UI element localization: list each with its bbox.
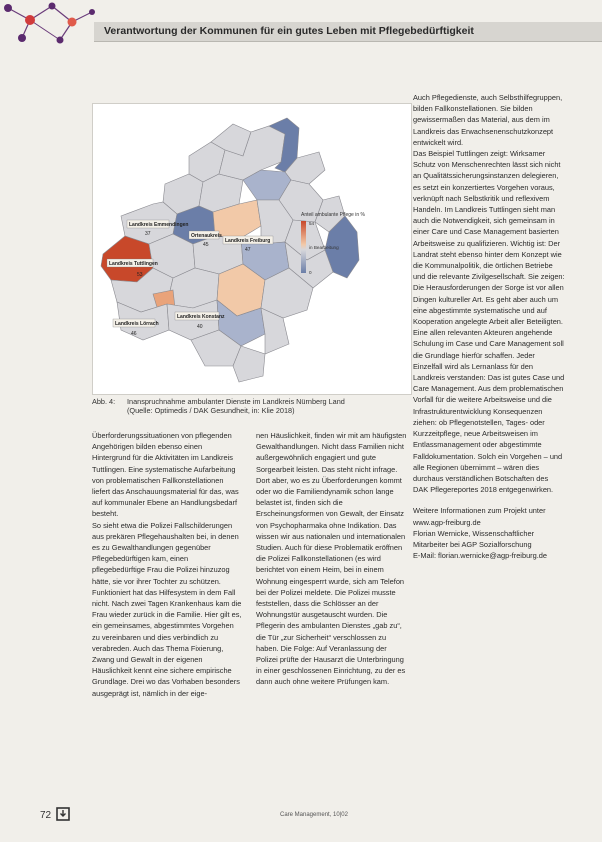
- map-label: Landkreis Emmendingen: [129, 222, 189, 228]
- map-value: 53: [137, 272, 143, 278]
- page-number: 72: [40, 810, 52, 821]
- map-label: Landkreis Lörrach: [115, 321, 159, 327]
- paragraph: Das Beispiel Tuttlingen zeigt: Wirksamer Schutz von Menschenrechten lässt sich nicht an Qualitätssicherungsinstanzen delegieren, es setzt ein konzertiertes Vorgehen voraus, verknüpft nach Selbstkritik und reflexivem Handeln. Im Landkreis Tuttlingen sieht man auch die Notwendigkeit, sich gemeinsam in einer Care und Case Management basierten Arbeitsweise zu qualifizieren. Wichtig ist: Der Landrat steht ebenso hinter dem Konzept wie die Kommunalpolitik, die örtlichen Betriebe und die relevante Zivilgesellschaft. Sie zeigen: Die Herausforderungen der Sorge ist vor allen Dingen kultureller Art. Es geht aber auch um eine abgestimmte systematische und auf Kooperation angelegte Arbeit aller Beteiligten. Eine allen relevanten Akteuren angehende Schulung im Case und Care Management soll die Grundlage hierfür schaffen. Jeder Einzelfall wird als Lernanlass für den Landkreis verstanden: Das ist gutes Case und Care Management. Aus dem problematischen Vorfall für die weitere Arbeitsweise und die Infrastrukturentwicklung Konsequenzen ziehen: ob Pflegenotstellen, Tages- oder Kurzzeitpflege, neue Arbeitsweisen im Entlassmanagement oder abgestimmte Falldokumentation. Solch ein Vorgehen – und alle Regionen übernimmt – wären dies durchaus verständlichen Botschaften des DAK Pflegereportes 2018 entgegenwirken.: [413, 149, 565, 495]
- network-logo-icon: [0, 0, 100, 46]
- text-column-3: [413, 92, 565, 561]
- map-label: Landkreis Konstanz: [177, 314, 225, 320]
- legend-title: Anteil ambulante Pflege in %: [301, 212, 365, 218]
- text-column-2: [256, 430, 408, 688]
- legend-color-bar: [301, 221, 306, 273]
- caption-source: (Quelle: Optimedis / DAK Gesundheit, in: Klie 2018): [127, 406, 295, 416]
- caption-number: Abb. 4:: [92, 397, 116, 406]
- map-label: Ortenaukreis: [191, 233, 222, 239]
- district-map: [93, 104, 411, 394]
- map-value: 45: [203, 242, 209, 248]
- legend-mid: in Bearbeitung: [309, 245, 339, 250]
- map-label: Landkreis Freiburg: [225, 238, 271, 244]
- text-column-1: [92, 430, 242, 699]
- paragraph: So sieht etwa die Polizei Fallschilderungen aus prekären Pflegehaushalten bei, in denen es zu Gewalthandlungen gegenüber Pflegebedürftigen kam, einen pflegebedürftige Frau die Polizei hinzuzog hätte, sie vor ihrer Tochter zu schützen. Funktioniert hat das Hilfesystem in dem Fall nicht. Nach zwei Tagen Krankenhaus kam die Frau wieder zurück in die Familie. Hier gilt es, ein gemeinsames, abgestimmtes Vorgehen zu vereinbaren und dies verbindlich zu verabreden. Auch das Thema Fixierung, Zwang und Gewalt in der eigenen Häuslichkeit kennt eine sichere empirische Grundlage. Drei wo das Vorhaben besonders ausgeprägt ist, nämlich in der eige-: [92, 520, 242, 698]
- map-value: 37: [145, 231, 151, 237]
- map-label: Landkreis Tuttlingen: [109, 261, 158, 267]
- header-title: Verantwortung der Kommunen für ein gutes Leben mit Pflegebedürftigkeit: [104, 25, 474, 37]
- author-info: Florian Wernicke, Wissenschaftlicher Mitarbeiter bei AGP Sozialforschung: [413, 528, 535, 549]
- legend-high: 54: [309, 221, 315, 226]
- paragraph: Überforderungssituationen von pflegenden Angehörigen bilden ebenso einen Hintergrund für die Aktivitäten im Landkreis Tuttlingen. Eine systematische Aufarbeitung von problematischen Fallkonstellationen liefert das Anschauungsmaterial für das, was auf kommunaler Ebene an Handlungsbedarf besteht.: [92, 431, 239, 519]
- caption-text: Inanspruchnahme ambulanter Dienste im Landkreis Nürnberg Land: [127, 397, 345, 406]
- paragraph: nen Häuslichkeit, finden wir mit am häufigsten Gewalthandlungen. Nicht dass Familien nicht außergewöhnlich engagiert und gute Sorgearbeit leisten. Das steht nicht infrage. Dort aber, wo es zu Überforderungen kommt oder wo die Familiendynamik schon lange belastet ist, finden sich die Erscheinungsformen von Gewalt, der Einsatz von Psychopharmaka ohne Indikation. Das wissen wir aus nationalen und internationalen Studien. Auch für diese Problematik eröffnen die Polizei Fallkonstellationen (es wird berichtet von einem Heim, bei in einem Wohnung eingesperrt wurde, sich am Telefon bei der Polizei meldete. Die Polizei musste feststellen, dass die Schlösser an der Wohnungstür ausgetauscht wurden. Die Pflegerin des ambulanten Dienstes „gab zu“, die Tür „zur Sicherheit“ verschlossen zu haben. Die Folge: Auf Veranlassung der Polizei prüfte der Hausarzt die Unterbringung in einer geschlossenen Einrichtung, zu der es dann auch ohne weitere Prüfungen kam.: [256, 431, 407, 687]
- paragraph: Auch Pflegedienste, auch Selbsthilfegruppen, bilden Fallkonstellationen. Sie bilden gewissermaßen das Material, aus dem im Landkreis das Erwachsenenschutzkonzept entwickelt wird.: [413, 93, 563, 147]
- map-figure: [92, 103, 412, 395]
- author-email[interactable]: E-Mail: florian.wernicke@agp-freiburg.de: [413, 551, 548, 561]
- map-value: 47: [245, 247, 251, 253]
- journal-name: Care Management, 10|02: [280, 812, 348, 818]
- legend-low: 0: [309, 270, 312, 275]
- map-value: 46: [131, 331, 137, 337]
- page-arrow-icon: [56, 807, 70, 821]
- header-bar: [94, 22, 602, 42]
- figure-caption: [92, 397, 410, 415]
- map-value: 40: [197, 324, 203, 330]
- project-info-link[interactable]: Weitere Informationen zum Projekt unter www.agp-freiburg.de: [413, 506, 546, 527]
